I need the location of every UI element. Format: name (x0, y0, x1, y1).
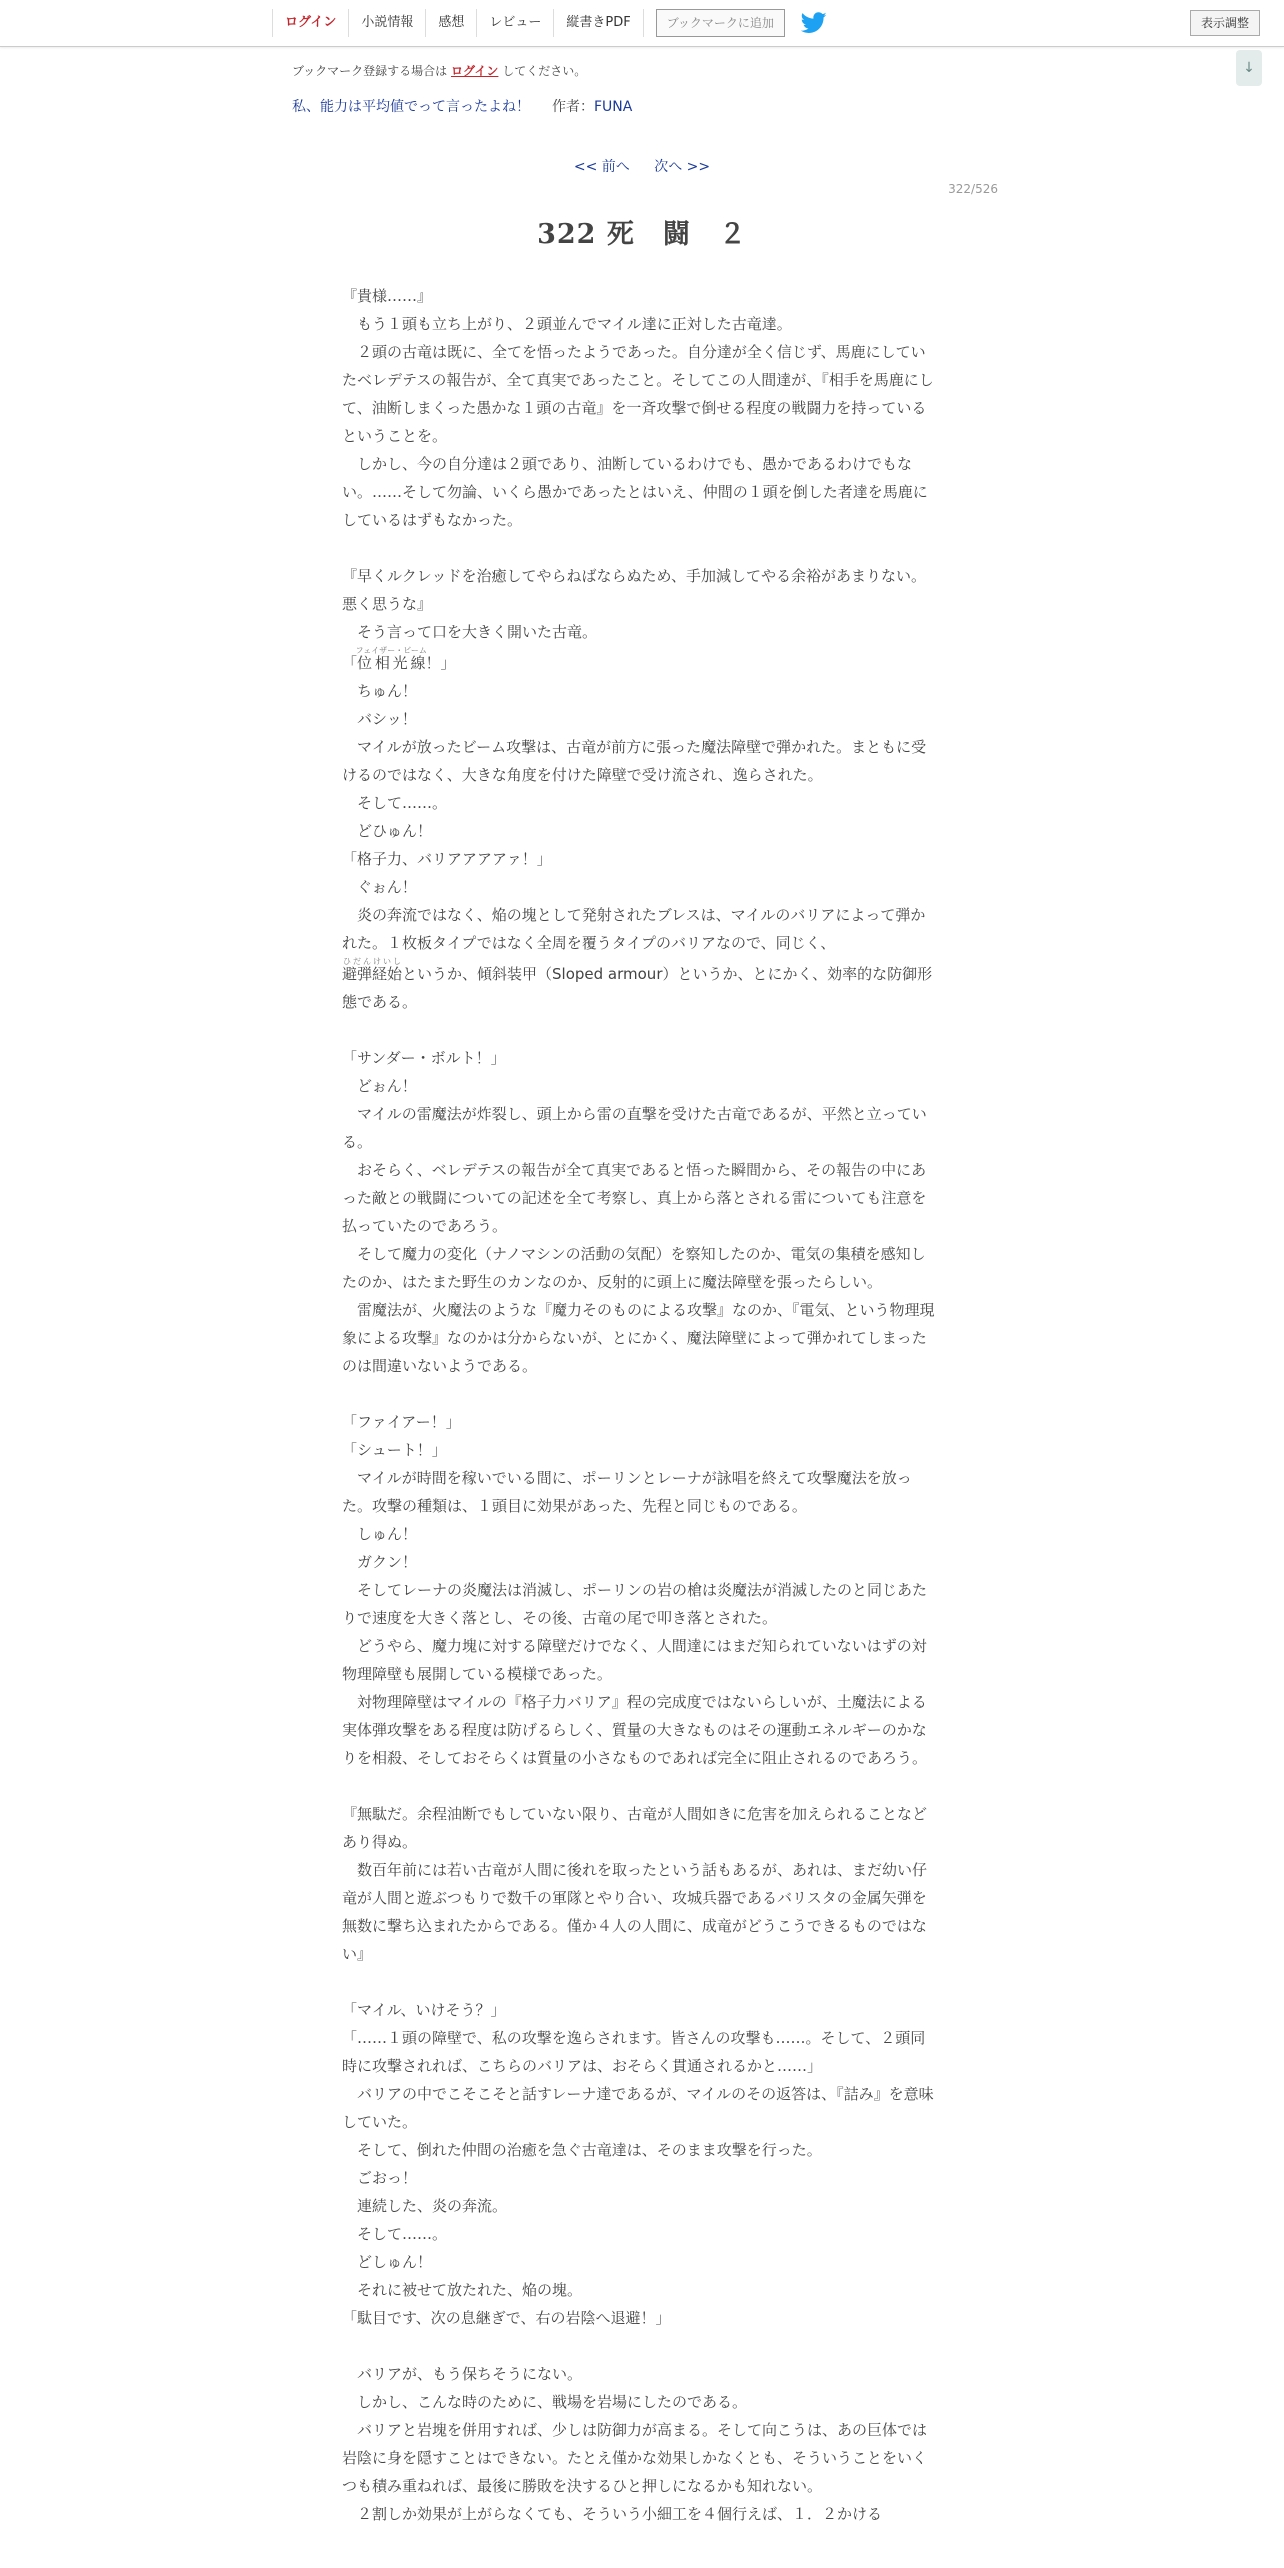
body-paragraph: それに被せて放たれた、焔の塊。 (342, 2281, 583, 2299)
nav-login[interactable]: ログイン (272, 9, 348, 37)
body-paragraph: そして……。 (342, 2225, 448, 2243)
bookmark-note-suffix: してください。 (502, 64, 587, 78)
body-paragraph: 「……１頭の障壁で、私の攻撃を逸らされます。皆さんの攻撃も……。そして、２頭同時に攻撃されれば、こちらのバリアは、おそらく貫通されるかと……」 (342, 2029, 926, 2075)
body-paragraph: マイルの雷魔法が炸裂し、頭上から雷の直撃を受けた古竜であるが、平然と立っている。 (342, 1105, 927, 1151)
bookmark-login-link[interactable]: ログイン (451, 64, 499, 78)
body-paragraph: 「格子力、バリアアアアァ！」 (342, 850, 552, 868)
body-paragraph: もう１頭も立ち上がり、２頭並んでマイル達に正対した古竜達。 (342, 315, 792, 333)
body-paragraph: 数百年前には若い古竜が人間に後れを取ったという話もあるが、あれは、まだ幼い仔竜が人間と遊ぶつもりで数千の軍隊とやり合い、攻城兵器であるバリスタの金属矢弾を無数に撃ち込まれたからである。僅か４人の人間に、成竜がどうこうできるものではない』 (342, 1861, 928, 1963)
body-paragraph: ごおっ！ (342, 2169, 418, 2187)
body-paragraph: 「ファイアー！」 (342, 1413, 461, 1431)
body-paragraph: 『早くルクレッドを治癒してやらねばならぬため、手加減してやる余裕があまりない。悪く思うな』 (342, 567, 926, 613)
body-paragraph: どひゅん！ (342, 822, 433, 840)
nav-impressions[interactable]: 感想 (425, 9, 476, 37)
body-paragraph (342, 646, 936, 677)
chapter-title: 322 死 闘 ２ (537, 219, 747, 250)
body-paragraph: ガクン！ (342, 1553, 418, 1571)
body-paragraph: バリアと岩塊を併用すれば、少しは防御力が高まる。そして向こうは、あの巨体では岩陰に身を隠すことはできない。たとえ僅かな効果しかなくとも、そういうことをいくつも積み重ねれば、最後に勝敗を決するひと押しになるかも知れない。 (342, 2421, 928, 2495)
body-paragraph: 連続した、炎の奔流。 (342, 2197, 508, 2215)
body-paragraph: 『貴様……』 (342, 287, 433, 305)
body-paragraph: マイルが放ったビーム攻撃は、古竜が前方に張った魔法障壁で弾かれた。まともに受けるのではなく、大きな角度を付けた障壁で受け流され、逸らされた。 (342, 738, 927, 784)
body-paragraph: どぉん！ (342, 1077, 417, 1095)
body-paragraph (342, 2332, 936, 2360)
body-paragraph: しゅん！ (342, 1525, 418, 1543)
body-paragraph: バリアの中でこそこそと話すレーナ達であるが、マイルのその返答は、『詰み』を意味していた。 (342, 2085, 934, 2131)
body-paragraph: どうやら、魔力塊に対する障壁だけでなく、人間達にはまだ知られていないはずの対物理障壁も展開している模様であった。 (342, 1637, 927, 1683)
body-paragraph: そして魔力の変化（ナノマシンの活動の気配）を察知したのか、電気の集積を感知したのか、はたまた野生のカンなのか、反射的に頭上に魔法障壁を張ったらしい。 (342, 1245, 926, 1291)
top-navigation-bar (0, 0, 1284, 47)
nav-novel-info[interactable]: 小説情報 (348, 9, 425, 37)
body-paragraph: 「サンダー・ボルト！」 (342, 1049, 506, 1067)
body-paragraph: 「マイル、いけそう？」 (342, 2001, 506, 2019)
ruby-hidankeishi: 避弾経始ひだんけいし (342, 957, 403, 983)
body-paragraph: そして、倒れた仲間の治癒を急ぐ古竜達は、そのまま攻撃を行った。 (342, 2141, 822, 2159)
body-paragraph: そして……。 (342, 794, 448, 812)
body-paragraph: マイルが時間を稼いでいる間に、ポーリンとレーナが詠唱を終えて攻撃魔法を放った。攻撃の種類は、１頭目に効果があった、先程と同じものである。 (342, 1469, 912, 1515)
chapter-pager (0, 156, 1284, 176)
body-paragraph: ２割しか効果が上がらなくても、そういう小細工を４個行えば、１．２かける (342, 2505, 883, 2523)
chapter-body (342, 282, 936, 2528)
author-label: 作者： (552, 99, 594, 115)
ruby-phaser-beam (355, 646, 427, 672)
nav-review[interactable]: レビュー (476, 9, 553, 37)
body-paragraph: ぐぉん！ (342, 878, 417, 896)
body-paragraph: どしゅん！ (342, 2253, 433, 2271)
add-bookmark-button[interactable]: ブックマークに追加 (656, 9, 785, 37)
ruby-base: 位相光線 (355, 654, 427, 672)
body-paragraph: 炎の奔流ではなく、焔の塊として発射されたブレスは、マイルのバリアによって弾かれた。１枚板タイプではなく全周を覆うタイプのバリアなので、同じく、 (342, 906, 926, 952)
body-paragraph: ちゅん！ (342, 682, 418, 700)
body-paragraph (342, 1968, 936, 1996)
main-nav (272, 0, 827, 46)
down-arrow-icon[interactable]: ↓ (1236, 50, 1262, 86)
body-paragraph: バリアが、もう保ちそうにない。 (342, 2365, 583, 2383)
ruby-reading: ひだんけいし (342, 957, 403, 966)
bookmark-login-note (292, 62, 586, 79)
body-paragraph (342, 534, 936, 562)
display-adjust-button[interactable]: 表示調整 (1190, 10, 1260, 36)
body-paragraph (342, 1016, 936, 1044)
body-paragraph (342, 1772, 936, 1800)
body-paragraph: しかし、こんな時のために、戦場を岩場にしたのである。 (342, 2393, 748, 2411)
body-paragraph: 『無駄だ。余程油断でもしていない限り、古竜が人間如きに危害を加えられることなどあり得ぬ。 (342, 1805, 928, 1851)
ruby-close: ！」 (425, 654, 456, 672)
body-paragraph: 「シュート！」 (342, 1441, 447, 1459)
body-paragraph: バシッ！ (342, 710, 417, 728)
twitter-icon[interactable] (801, 12, 827, 34)
ruby-open: 「 (342, 654, 358, 672)
ruby-reading: フェイザー・ビーム (355, 646, 427, 655)
next-chapter-link[interactable]: 次へ >> (654, 159, 711, 175)
body-paragraph: おそらく、ベレデテスの報告が全て真実であると悟った瞬間から、その報告の中にあった敵との戦闘についての記述を全て考察し、真上から落とされる雷についても注意を払っていたのであろう。 (342, 1161, 927, 1235)
bookmark-note-prefix: ブックマーク登録する場合は (292, 64, 448, 78)
chapter-count: 322/526 (948, 182, 998, 196)
body-paragraph: 避弾経始ひだんけいしというか、傾斜装甲（Sloped armour）というか、とにかく、効率的な防御形態である。 (342, 957, 933, 1011)
body-paragraph: そう言って口を大きく開いた古竜。 (342, 623, 598, 641)
body-paragraph: 「駄目です、次の息継ぎで、右の岩陰へ退避！」 (342, 2309, 671, 2327)
body-paragraph: ２頭の古竜は既に、全てを悟ったようであった。自分達が全く信じず、馬鹿にしていたベレデテスの報告が、全て真実であったこと。そしてこの人間達が、『相手を馬鹿にして、油断しまくった愚かな１頭の古竜』を一斉攻撃で倒せる程度の戦闘力を持っているということを。 (342, 343, 934, 445)
body-paragraph: 雷魔法が、火魔法のような『魔力そのものによる攻撃』なのか、『電気、という物理現象による攻撃』なのかは分からないが、とにかく、魔法障壁によって弾かれてしまったのは間違いないようである。 (342, 1301, 935, 1375)
prev-chapter-link[interactable]: << 前へ (573, 159, 630, 175)
novel-info-line (292, 96, 632, 116)
nav-vertical-pdf[interactable]: 縦書きPDF (553, 9, 643, 37)
body-paragraph: そしてレーナの炎魔法は消滅し、ポーリンの岩の槍は炎魔法が消滅したのと同じあたりで速度を大きく落とし、その後、古竜の尾で叩き落とされた。 (342, 1581, 928, 1627)
novel-title-link[interactable]: 私、能力は平均値でって言ったよね！ (292, 99, 530, 115)
author-link[interactable]: FUNA (594, 99, 633, 115)
body-paragraph: 対物理障壁はマイルの『格子力バリア』程の完成度ではないらしいが、土魔法による実体弾攻撃をある程度は防げるらしく、質量の大きなものはその運動エネルギーのかなりを相殺、そしておそらくは質量の小さなものであれば完全に阻止されるのであろう。 (342, 1693, 928, 1767)
body-paragraph (342, 1380, 936, 1408)
body-paragraph: しかし、今の自分達は２頭であり、油断しているわけでも、愚かであるわけでもない。……そして勿論、いくら愚かであったとはいえ、仲間の１頭を倒した者達を馬鹿にしているはずもなかった。 (342, 455, 928, 529)
